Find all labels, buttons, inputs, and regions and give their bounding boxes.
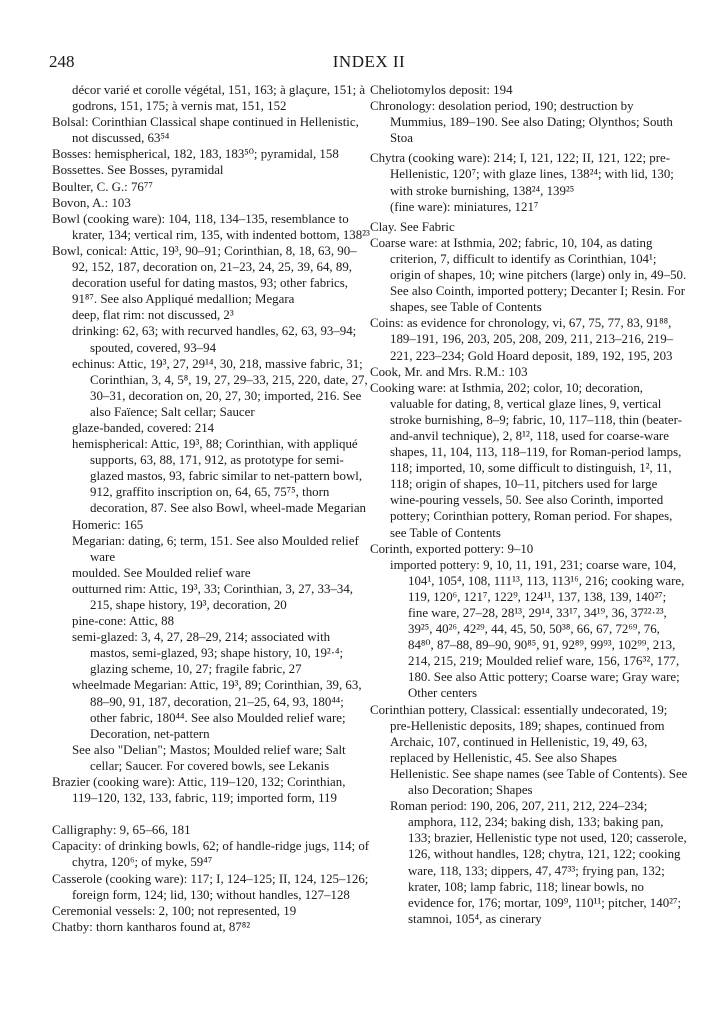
index-entry: Cheliotomylos deposit: 194	[370, 83, 513, 97]
index-subentry: moulded. See Moulded relief ware	[72, 565, 251, 580]
index-entry: Bowl, conical: Attic, 19³, 90–91; Corinthian, 8, 18, 63, 90–92, 152, 187, decoration on, 21–23, 24, 25, 39, 64, 89, decoration useful for dating mastos, 93; other fabrics, 91⁸⁷. See also Appliqué medallion; Megara	[52, 243, 357, 307]
index-entry: Capacity: of drinking bowls, 62; of handle-ridge jugs, 114; of chytra, 120⁶; of myke, 59⁴⁷	[52, 839, 370, 870]
index-entry: Calligraphy: 9, 65–66, 181	[52, 823, 191, 838]
index-subentry: hemispherical: Attic, 19³, 88; Corinthian, with appliqué supports, 63, 88, 171, 912, as prototype for semi-glazed mastos, 93, fabric similar to net-pattern bowl, 912, graffito inscription on, 64, 65, 75⁷⁵, thorn decoration, 87. See also Bowl, wheel-made Megarian	[72, 437, 366, 516]
index-subentry: deep, flat rim: not discussed, 2³	[72, 308, 234, 323]
index-entry: Cooking ware: at Isthmia, 202; color, 10; decoration, valuable for dating, 8, vertical glaze lines, 9, vertical stroke burnishing, 8–9; fabric, 10, 117–118, thin (beater-and-anvil technique), 2, 8¹², 118, used for coarse-ware shapes, 11, 104, 113, 118–119, for Roman-period lamps, 118; imported, 10, some difficult to distinguish, 1², 11, 118; origin of shapes, 10–11, pitchers used for large wine-pouring vessels, 50. See also Corinth, imported pottery; Corinthian pottery, Roman period. For shapes, see Table of Contents	[370, 380, 682, 540]
index-entry: Bovon, A.: 103	[52, 195, 131, 210]
index-entry: Chytra (cooking ware): 214; I, 121, 122; II, 121, 122; pre-Hellenistic, 120⁷; with glaze lines, 138²⁴; with lid, 130; with stroke burnishing, 138²⁴, 139²⁵	[370, 151, 674, 198]
index-entry: Casserole (cooking ware): 117; I, 124–125; II, 124, 125–126; foreign form, 124; lid, 130; without handles, 127–128	[52, 871, 369, 902]
index-entry: Bosses: hemispherical, 182, 183, 183⁵⁰; pyramidal, 158	[52, 147, 339, 162]
index-subentry: (fine ware): miniatures, 121⁷	[390, 199, 539, 214]
index-entry: Coarse ware: at Isthmia, 202; fabric, 10, 104, as dating criterion, 7, difficult to identify as Corinthian, 104¹; origin of shapes, 10; wine pitchers (large) only in, 49–50. See also Cointh, imported pottery; Decanter I; Resin. For shapes, see Table of Contents	[370, 235, 687, 315]
index-entry: Bossettes. See Bosses, pyramidal	[52, 163, 224, 178]
index-entry: Boulter, C. G.: 76⁷⁷	[52, 179, 153, 194]
index-subentry: See also "Delian"; Mastos; Moulded relief ware; Salt cellar; Saucer. For covered bowls, see Lekanis	[72, 742, 346, 773]
index-entry: Bolsal: Corinthian Classical shape continued in Hellenistic, not discussed, 63⁵⁴	[52, 115, 359, 146]
index-entry: Ceremonial vessels: 2, 100; not represented, 19	[52, 903, 297, 918]
running-title: INDEX II	[332, 52, 406, 71]
index-subentry: Hellenistic. See shape names (see Table of Contents). See also Decoration; Shapes	[390, 766, 688, 798]
index-subentry: drinking: 62, 63; with recurved handles, 62, 63, 93–94; spouted, covered, 93–94	[72, 324, 357, 355]
index-subentry: Megarian: dating, 6; term, 151. See also Moulded relief ware	[72, 533, 359, 564]
index-column-right	[370, 82, 688, 927]
index-entry: Corinthian pottery, Classical: essentially undecorated, 19; pre-Hellenistic deposits, 189; shapes, continued from Archaic, 107, continued in Hellenistic, 19, 49, 63, replaced by Hellenistic, 45. See also Shapes	[370, 702, 668, 765]
index-subentry: décor varié et corolle végétal, 151, 163; à glaçure, 151; à godrons, 151, 175; à vernis mat, 151, 152	[72, 83, 366, 114]
index-subentry: wheelmade Megarian: Attic, 19³, 89; Corinthian, 39, 63, 88–90, 91, 187, decoration, 21–25, 64, 93, 180⁴⁴; other fabric, 180⁴⁴. See also Moulded relief ware; Decoration, net-pattern	[72, 678, 362, 741]
index-subentry: imported pottery: 9, 10, 11, 191, 231; coarse ware, 104, 104¹, 105⁴, 108, 111¹³, 113, 113¹⁶, 216; cooking ware, 119, 120⁶, 121⁷, 122⁹, 124¹¹, 137, 138, 139, 140²⁷; fine ware, 27–28, 28¹³, 29¹⁴, 33¹⁷, 34¹⁹, 36, 37²²·²³, 39²⁵, 40²⁶, 42²⁹, 44, 45, 50, 50³⁸, 66, 67, 72⁶⁹, 76, 84⁸⁰, 87–88, 89–90, 90⁸⁵, 91, 92⁸⁹, 99⁹³, 102⁹⁹, 213, 214, 215, 219; Moulded relief ware, 156, 176³², 177, 180. See also Attic pottery; Coarse ware; Gray ware; Other centers	[390, 557, 685, 701]
index-subentry: Homeric: 165	[72, 517, 144, 532]
index-subentry: glaze-banded, covered: 214	[72, 420, 215, 435]
index-entry: Chronology: desolation period, 190; destruction by Mummius, 189–190. See also Dating; Olynthos; South Stoa	[370, 99, 673, 146]
index-entry: Clay. See Fabric	[370, 219, 455, 234]
index-entry: Bowl (cooking ware): 104, 118, 134–135, resemblance to krater, 134; vertical rim, 135, with indented bottom, 138²³	[52, 211, 370, 242]
index-subentry: Roman period: 190, 206, 207, 211, 212, 224–234; amphora, 112, 234; baking dish, 133; baking pan, 133; brazier, Hellenistic type not used, 120; casserole, 126, without handles, 128; chytra, 121, 122; cooking ware, 118, 133; dippers, 47, 47³³; frying pan, 132; krater, 108; lamp fabric, 118; linear bowls, no evidence for, 176; mortar, 109⁹, 110¹¹; pitcher, 140²⁷; stamnoi, 105⁴, as cinerary	[390, 799, 687, 926]
index-subentry: semi-glazed: 3, 4, 27, 28–29, 214; associated with mastos, semi-glazed, 93; shape history, 10, 19²·⁴; glazing scheme, 10, 27; fragile fabric, 27	[72, 630, 344, 677]
index-column-left	[52, 82, 370, 935]
index-entry: Corinth, exported pottery: 9–10	[370, 541, 534, 556]
index-entry: Coins: as evidence for chronology, vi, 67, 75, 77, 83, 91⁸⁸, 189–191, 196, 203, 205, 208, 209, 211, 213–216, 219–221, 223–234; Gold Hoard deposit, 189, 192, 195, 203	[370, 316, 674, 363]
page-header	[49, 52, 689, 74]
index-subentry: pine-cone: Attic, 88	[72, 614, 175, 629]
index-entry: Cook, Mr. and Mrs. R.M.: 103	[370, 364, 528, 379]
index-subentry: outturned rim: Attic, 19³, 33; Corinthian, 3, 27, 33–34, 215, shape history, 19³, decoration, 20	[72, 581, 353, 612]
index-entry: Chatby: thorn kantharos found at, 87⁸²	[52, 919, 251, 934]
index-entry: Brazier (cooking ware): Attic, 119–120, 132; Corinthian, 119–120, 132, 133, fabric, 119; imported form, 119	[52, 775, 346, 806]
page-number: 248	[49, 52, 75, 71]
index-subentry: echinus: Attic, 19³, 27, 29¹⁴, 30, 218, massive fabric, 31; Corinthian, 3, 4, 5⁸, 19, 27, 29–33, 215, 220, date, 27, 30–31, decoration on, 20, 27, 30; imported, 216. See also Faïence; Salt cellar; Saucer	[72, 356, 368, 419]
